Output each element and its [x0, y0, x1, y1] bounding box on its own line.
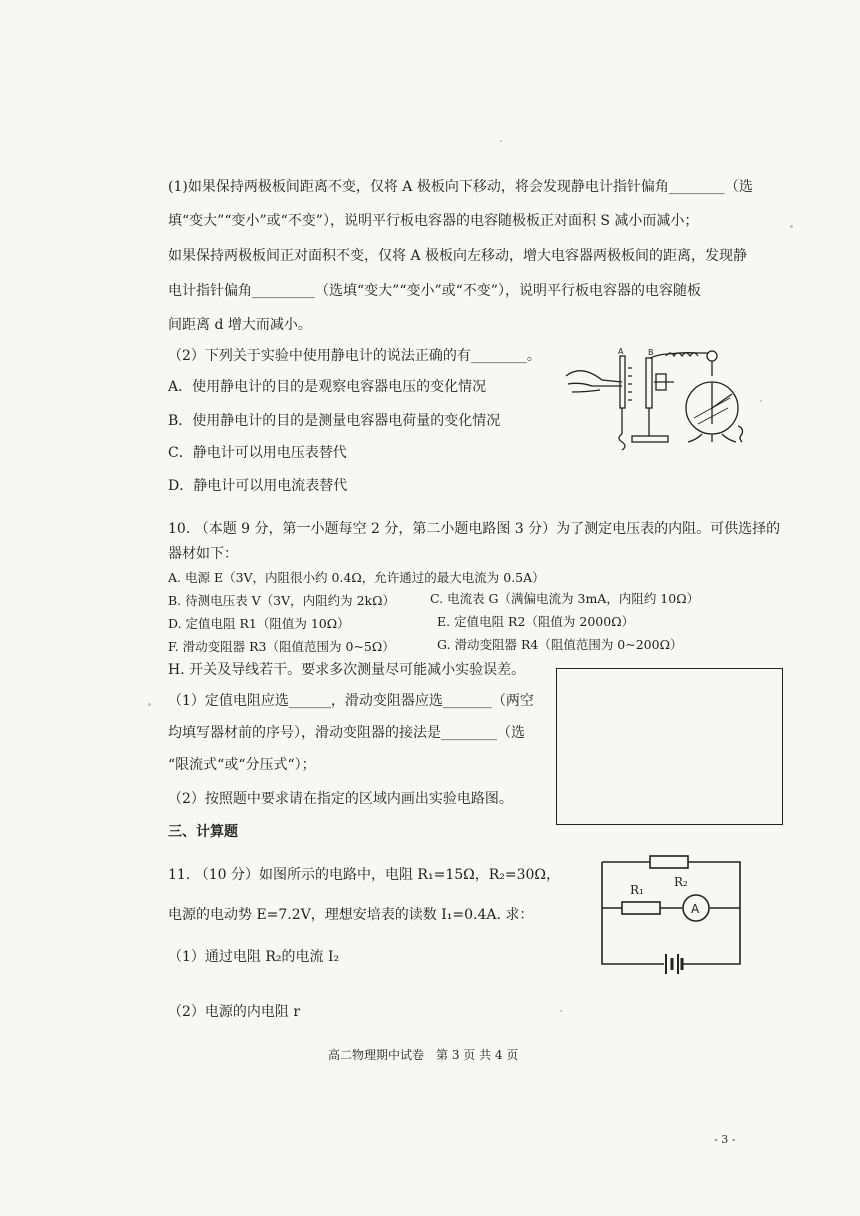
scan-speck: [148, 703, 151, 706]
circuit-label-r2: R₂: [674, 875, 688, 889]
q9-option-d: D．静电计可以用电流表替代: [168, 478, 348, 494]
q9-line-3: 如果保持两极板间正对面积不变，仅将 A 极板向左移动，增大电容器两极板间的距离，发现静: [168, 248, 748, 264]
q9-option-c: C．静电计可以用电压表替代: [168, 445, 347, 461]
q10-equip-a: A. 电源 E（3V，内阻很小约 0.4Ω，允许通过的最大电流为 0.5A）: [168, 570, 545, 585]
q10-equip-h: H. 开关及导线若干。要求多次测量尽可能减小实验误差。: [168, 662, 526, 678]
page-number: - 3 -: [714, 1133, 736, 1146]
q11-line-1: 11. （10 分）如图所示的电路中，电阻 R₁=15Ω，R₂=30Ω，: [168, 867, 561, 883]
page-footer: 高二物理期中试卷 第 3 页 共 4 页: [328, 1048, 519, 1062]
q9-line-5: 间距离 d 增大而减小。: [168, 317, 312, 333]
q11-line-2: 电源的电动势 E=7.2V，理想安培表的读数 I₁=0.4A. 求：: [168, 907, 534, 923]
q10-part1-line-1: （1）定值电阻应选______，滑动变阻器应选_______（两空: [168, 693, 534, 709]
scan-speck: [500, 140, 502, 142]
q9-line-2: 填“变大”“变小”或“不变”），说明平行板电容器的电容随极板正对面积 S 减小而减小；: [168, 213, 699, 229]
q11-part2: （2）电源的内电阻 r: [168, 1004, 301, 1020]
capacitor-electrometer-figure: [562, 346, 762, 448]
scan-speck: [790, 225, 793, 228]
q9-line-4: 电计指针偏角_________（选填“变大”“变小”或“不变”），说明平行板电容器的电容随板: [168, 283, 701, 299]
q10-part1-line-2: 均填写器材前的序号），滑动变阻器的接法是________（选: [168, 725, 525, 741]
q10-part2: （2）按照题中要求请在指定的区域内画出实验电路图。: [168, 791, 513, 807]
q11-circuit-diagram: [598, 852, 748, 976]
q9-part2-prompt: （2）下列关于实验中使用静电计的说法正确的有________。: [168, 348, 541, 364]
q10-equip-e: E. 定值电阻 R2（阻值为 2000Ω）: [437, 614, 635, 629]
q10-equip-d: D. 定值电阻 R1（阻值为 10Ω）: [168, 616, 350, 631]
q10-equip-c: C. 电流表 G（满偏电流为 3mA，内阻约 10Ω）: [430, 591, 700, 606]
q10-part1-line-3: “限流式“或“分压式“）；: [168, 757, 316, 773]
q10-equip-b: B. 待测电压表 V（3V，内阻约为 2kΩ）: [168, 593, 395, 608]
q9-option-b: B．使用静电计的目的是测量电容器电荷量的变化情况: [168, 413, 501, 429]
q9-line-1: (1)如果保持两极板间距离不变，仅将 A 极板向下移动，将会发现静电计指针偏角________（选: [168, 179, 753, 195]
q10-equip-g: G. 滑动变阻器 R4（阻值范围为 0~200Ω）: [437, 637, 683, 652]
q10-stem-line-1: 10. （本题 9 分，第一小题每空 2 分，第二小题电路图 3 分）为了测定电压表的内阻。可供选择的: [168, 521, 781, 537]
q11-part1: （1）通过电阻 R₂的电流 I₂: [168, 949, 340, 965]
q9-option-a: A．使用静电计的目的是观察电容器电压的变化情况: [168, 379, 487, 395]
q10-equip-f: F. 滑动变阻器 R3（阻值范围为 0~5Ω）: [168, 639, 395, 654]
scan-speck: [560, 1010, 562, 1012]
scan-speck: [760, 400, 762, 402]
section-title: 三、计算题: [168, 824, 238, 840]
ammeter-label: A: [691, 902, 700, 916]
q10-stem-line-2: 器材如下：: [168, 546, 238, 562]
circuit-label-r1: R₁: [630, 883, 644, 897]
figure-label-a: A: [618, 347, 624, 356]
circuit-drawing-area[interactable]: [556, 668, 783, 825]
figure-label-b: B: [648, 348, 654, 357]
